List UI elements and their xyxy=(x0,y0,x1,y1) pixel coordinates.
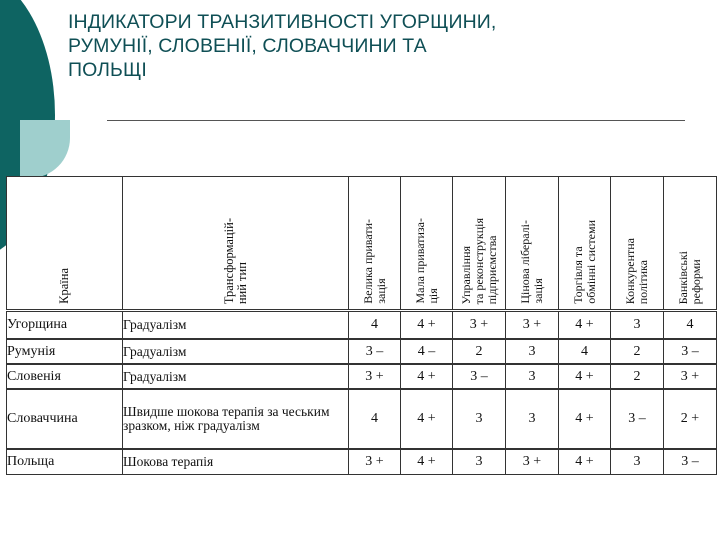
type-cell: Градуалізм xyxy=(123,364,349,389)
value-cell: 3 – xyxy=(611,389,664,449)
value-cell: 2 + xyxy=(664,389,717,449)
table-row xyxy=(7,339,717,364)
value-cell: 3 xyxy=(506,339,559,364)
type-cell: Швидше шокова терапія за чеським зразком, ніж градуалізм xyxy=(123,389,349,449)
value-cell: 4 + xyxy=(559,389,611,449)
value-cell: 4 xyxy=(559,339,611,364)
value-cell: 2 xyxy=(611,364,664,389)
header-country: Країна xyxy=(7,177,123,311)
header-large-privatization: Велика привати- зація xyxy=(349,177,401,311)
country-cell: Словенія xyxy=(7,364,123,389)
value-cell: 3 + xyxy=(349,449,401,475)
value-cell: 3 xyxy=(611,449,664,475)
type-cell: Градуалізм xyxy=(123,311,349,340)
value-cell: 3 xyxy=(453,449,506,475)
country-cell: Румунія xyxy=(7,339,123,364)
value-cell: 3 xyxy=(506,364,559,389)
header-row xyxy=(7,177,717,311)
table-row xyxy=(7,389,717,449)
table-row xyxy=(7,311,717,340)
type-cell: Градуалізм xyxy=(123,339,349,364)
value-cell: 3 – xyxy=(453,364,506,389)
value-cell: 3 – xyxy=(664,449,717,475)
country-cell: Угорщина xyxy=(7,311,123,340)
header-competition-policy: Конкурентна політика xyxy=(611,177,664,311)
value-cell: 3 xyxy=(453,389,506,449)
value-cell: 3 + xyxy=(664,364,717,389)
slide-title: ІНДИКАТОРИ ТРАНЗИТИВНОСТІ УГОРЩИНИ, РУМУНІЇ, СЛОВЕНІЇ, СЛОВАЧЧИНИ ТА ПОЛЬЩІ xyxy=(68,11,497,81)
decor-shape-light xyxy=(20,120,70,178)
value-cell: 4 xyxy=(349,311,401,340)
value-cell: 4 – xyxy=(401,339,453,364)
value-cell: 2 xyxy=(611,339,664,364)
value-cell: 3 xyxy=(506,389,559,449)
value-cell: 3 – xyxy=(349,339,401,364)
value-cell: 4 xyxy=(664,311,717,340)
table-row xyxy=(7,449,717,475)
header-trade-exchange: Торгівля та обмінні системи xyxy=(559,177,611,311)
value-cell: 3 – xyxy=(664,339,717,364)
header-price-liberalization: Цінова лібералі- зація xyxy=(506,177,559,311)
value-cell: 4 + xyxy=(401,449,453,475)
transition-indicators-table xyxy=(6,176,717,475)
value-cell: 4 xyxy=(349,389,401,449)
value-cell: 4 + xyxy=(401,364,453,389)
header-enterprise-restructuring: Управління та реконструкція підприємства xyxy=(453,177,506,311)
header-small-privatization: Мала приватиза- ція xyxy=(401,177,453,311)
value-cell: 3 xyxy=(611,311,664,340)
country-cell: Польща xyxy=(7,449,123,475)
type-cell: Шокова терапія xyxy=(123,449,349,475)
value-cell: 2 xyxy=(453,339,506,364)
value-cell: 4 + xyxy=(559,311,611,340)
value-cell: 4 + xyxy=(559,364,611,389)
value-cell: 3 + xyxy=(506,311,559,340)
table-row xyxy=(7,364,717,389)
value-cell: 4 + xyxy=(401,311,453,340)
value-cell: 4 + xyxy=(401,389,453,449)
value-cell: 3 + xyxy=(453,311,506,340)
country-cell: Словаччина xyxy=(7,389,123,449)
title-divider xyxy=(107,120,685,121)
value-cell: 3 + xyxy=(349,364,401,389)
value-cell: 4 + xyxy=(559,449,611,475)
header-transformation-type: Трансформацій- ний тип xyxy=(123,177,349,311)
header-banking-reform: Банківські реформи xyxy=(664,177,717,311)
value-cell: 3 + xyxy=(506,449,559,475)
